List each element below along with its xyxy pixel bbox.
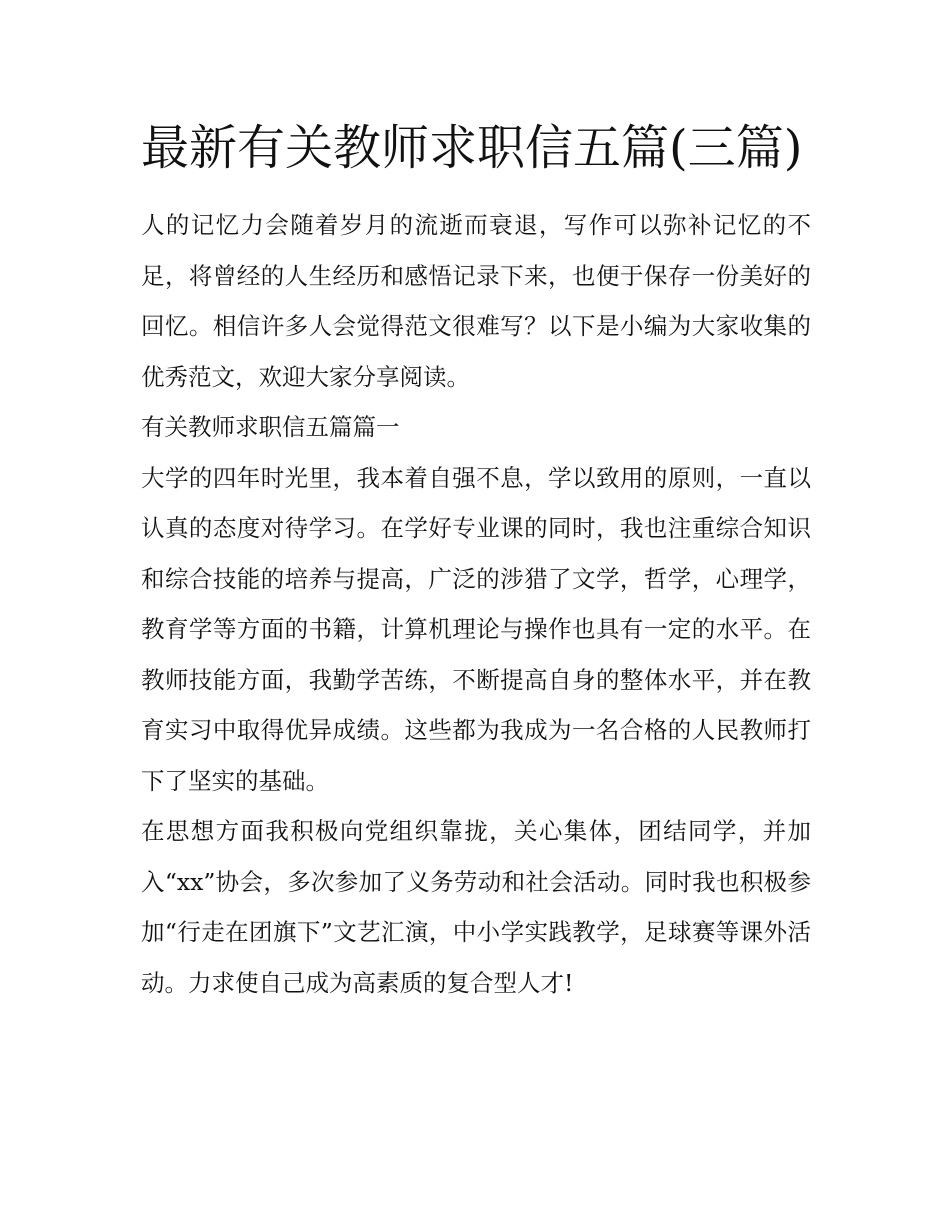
document-title: 最新有关教师求职信五篇(三篇) [141,120,803,176]
body-paragraph-1: 大学的四年时光里，我本着自强不息，学以致用的原则，一直以认真的态度对待学习。在学好专业课的同时，我也注重综合知识和综合技能的培养与提高，广泛的涉猎了文学，哲学，心理学，教育学等方面的书籍，计算机理论与操作也具有一定的水平。在教师技能方面，我勤学苦练，不断提高自身的整体水平，并在教育实习中取得优异成绩。这些都为我成为一名合格的人民教师打下了坚实的基础。 [141,463,811,795]
intro-paragraph: 人的记忆力会随着岁月的流逝而衰退，写作可以弥补记忆的不足，将曾经的人生经历和感悟记录下来，也便于保存一份美好的回忆。相信许多人会觉得范文很难写？以下是小编为大家收集的优秀范文，欢迎大家分享阅读。 [141,211,811,391]
document-body [141,110,811,1008]
body-paragraph-2: 在思想方面我积极向党组织靠拢，关心集体，团结同学，并加入“xx”协会，多次参加了义务劳动和社会活动。同时我也积极参加“行走在团旗下”文艺汇演，中小学实践教学，足球赛等课外活动。力求使自己成为高素质的复合型人才! [141,817,811,997]
section-heading: 有关教师求职信五篇篇一 [141,413,400,441]
